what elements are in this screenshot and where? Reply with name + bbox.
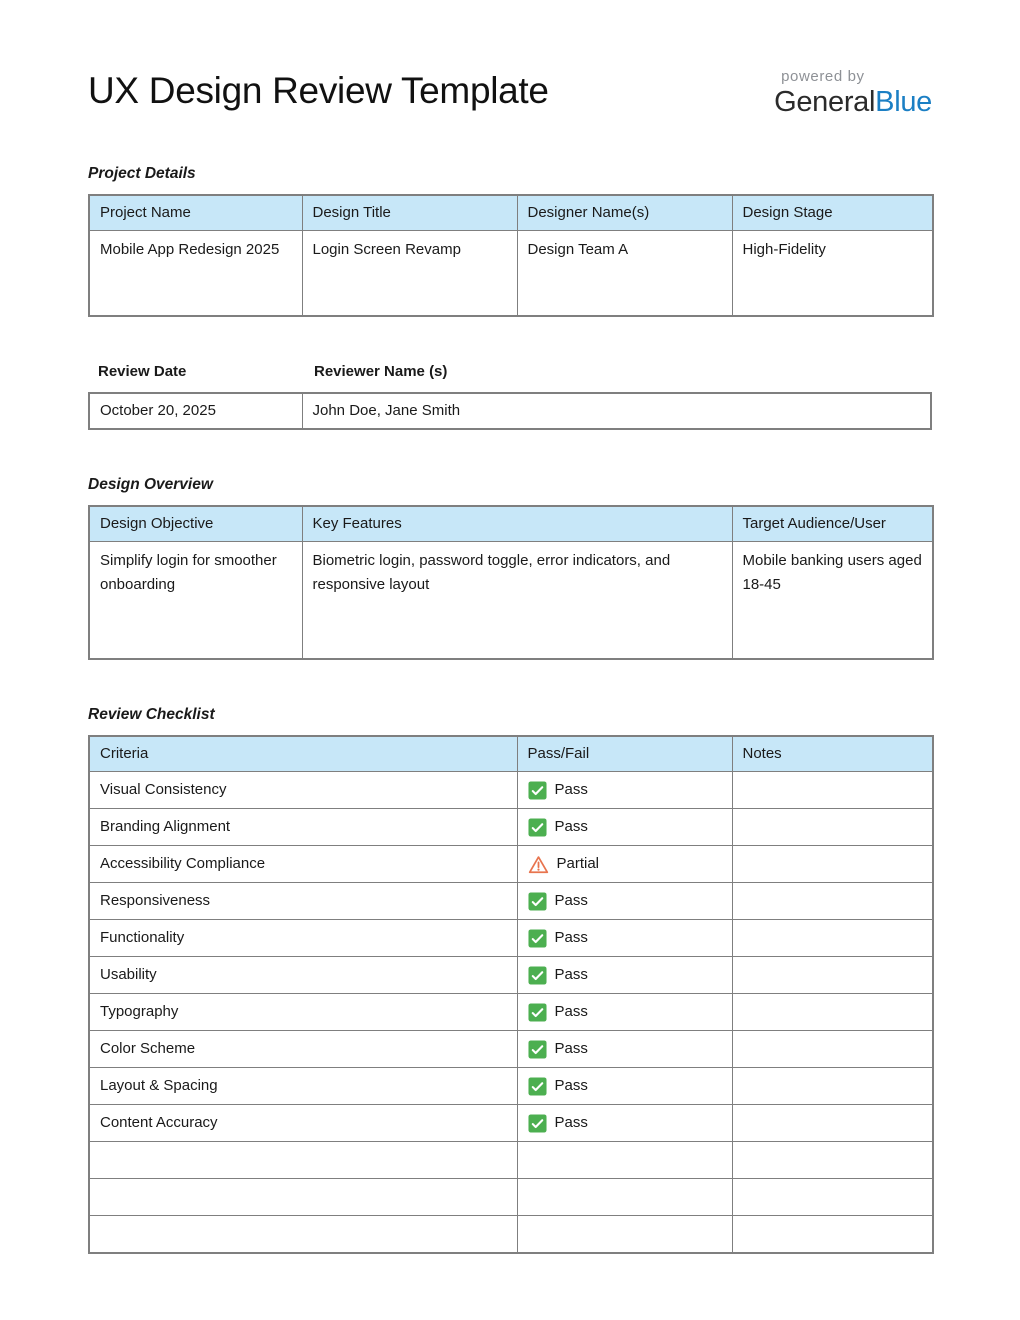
status-text: Pass [554, 818, 588, 836]
cell-notes [732, 957, 933, 994]
status-text: Pass [554, 1077, 588, 1095]
checklist-row [89, 883, 933, 920]
section-design-overview [88, 476, 932, 661]
col-header-design-title: Design Title [302, 195, 517, 231]
cell-designer-names: Design Team A [517, 231, 732, 316]
checklist-row [89, 1031, 933, 1068]
cell-criteria: Branding Alignment [89, 809, 517, 846]
cell-design-stage: High-Fidelity [732, 231, 933, 316]
partial-warning-icon [528, 855, 549, 874]
pass-check-icon [528, 1114, 547, 1133]
pass-check-icon [528, 892, 547, 911]
col-header-target-audience: Target Audience/User [732, 506, 933, 542]
status-text: Pass [554, 966, 588, 984]
checklist-header-row [89, 736, 933, 772]
cell-design-title: Login Screen Revamp [302, 231, 517, 316]
cell-criteria-empty [89, 1142, 517, 1179]
cell-criteria: Color Scheme [89, 1031, 517, 1068]
cell-criteria: Layout & Spacing [89, 1068, 517, 1105]
status-cell [528, 1000, 722, 1024]
section-project-details [88, 165, 932, 317]
document-header [88, 58, 932, 119]
cell-notes [732, 809, 933, 846]
cell-notes [732, 1105, 933, 1142]
cell-criteria: Accessibility Compliance [89, 846, 517, 883]
review-info-labels [88, 363, 932, 380]
brand-general: General [774, 86, 876, 118]
status-cell [528, 1037, 722, 1061]
pass-check-icon [528, 929, 547, 948]
col-header-key-features: Key Features [302, 506, 732, 542]
checklist-empty-row [89, 1142, 933, 1179]
cell-notes [732, 920, 933, 957]
checklist-row [89, 920, 933, 957]
cell-key-features: Biometric login, password toggle, error indicators, and responsive layout [302, 541, 732, 659]
status-cell [528, 852, 722, 876]
section-review-checklist [88, 706, 932, 1254]
pass-check-icon [528, 818, 547, 837]
cell-criteria: Functionality [89, 920, 517, 957]
cell-status-empty [517, 1142, 732, 1179]
checklist-row [89, 1105, 933, 1142]
reviewer-name-label: Reviewer Name (s) [314, 362, 448, 380]
col-header-criteria: Criteria [89, 736, 517, 772]
cell-notes-empty [732, 1142, 933, 1179]
col-header-design-stage: Design Stage [732, 195, 933, 231]
review-checklist-table [88, 735, 934, 1254]
checklist-empty-row [89, 1179, 933, 1216]
pass-check-icon [528, 1077, 547, 1096]
status-cell [528, 815, 722, 839]
checklist-empty-row [89, 1216, 933, 1253]
cell-criteria: Usability [89, 957, 517, 994]
col-header-pass-fail: Pass/Fail [517, 736, 732, 772]
cell-notes [732, 1031, 933, 1068]
status-cell [528, 926, 722, 950]
cell-criteria: Responsiveness [89, 883, 517, 920]
brand-blue: Blue [875, 86, 932, 118]
status-text: Pass [554, 781, 588, 799]
status-text: Partial [556, 855, 600, 873]
cell-target-audience: Mobile banking users aged 18-45 [732, 541, 933, 659]
checklist-row [89, 846, 933, 883]
checklist-row [89, 957, 933, 994]
design-overview-table [88, 505, 934, 661]
cell-criteria-empty [89, 1216, 517, 1253]
status-cell [528, 1111, 722, 1135]
cell-design-objective: Simplify login for smoother onboarding [89, 541, 302, 659]
section-title-design-overview: Design Overview [88, 475, 213, 493]
design-overview-header-row [89, 506, 933, 542]
col-header-notes: Notes [732, 736, 933, 772]
checklist-row [89, 1068, 933, 1105]
status-cell [528, 778, 722, 802]
col-header-project-name: Project Name [89, 195, 302, 231]
pass-check-icon [528, 1040, 547, 1059]
status-text: Pass [554, 892, 588, 910]
document-page [88, 0, 932, 1254]
review-date-label: Review Date [98, 362, 187, 380]
checklist-row [89, 809, 933, 846]
status-text: Pass [554, 1040, 588, 1058]
checklist-row [89, 772, 933, 809]
status-text: Pass [554, 1114, 588, 1132]
cell-status-empty [517, 1216, 732, 1253]
project-details-header-row [89, 195, 933, 231]
project-details-data-row [89, 231, 933, 316]
status-cell [528, 1074, 722, 1098]
cell-status-empty [517, 1179, 732, 1216]
cell-notes [732, 994, 933, 1031]
cell-review-date: October 20, 2025 [89, 393, 302, 429]
pass-check-icon [528, 781, 547, 800]
status-cell [528, 963, 722, 987]
cell-criteria: Visual Consistency [89, 772, 517, 809]
status-cell [528, 889, 722, 913]
cell-notes [732, 883, 933, 920]
section-review-info [88, 363, 932, 430]
powered-by-label: powered by [781, 68, 865, 85]
status-text: Pass [554, 1003, 588, 1021]
cell-criteria-empty [89, 1179, 517, 1216]
cell-notes-empty [732, 1179, 933, 1216]
cell-notes [732, 1068, 933, 1105]
brand-wordmark [774, 86, 932, 119]
checklist-row [89, 994, 933, 1031]
project-details-table [88, 194, 934, 317]
pass-check-icon [528, 1003, 547, 1022]
col-header-designer-names: Designer Name(s) [517, 195, 732, 231]
cell-criteria: Content Accuracy [89, 1105, 517, 1142]
cell-notes [732, 846, 933, 883]
section-title-project-details: Project Details [88, 165, 196, 183]
brand-logo [774, 68, 932, 119]
cell-project-name: Mobile App Redesign 2025 [89, 231, 302, 316]
pass-check-icon [528, 966, 547, 985]
cell-reviewer-names: John Doe, Jane Smith [302, 393, 931, 429]
review-info-data-row [89, 393, 931, 429]
status-text: Pass [554, 929, 588, 947]
cell-criteria: Typography [89, 994, 517, 1031]
review-info-table [88, 392, 932, 430]
cell-notes [732, 772, 933, 809]
cell-notes-empty [732, 1216, 933, 1253]
section-title-review-checklist: Review Checklist [88, 706, 215, 724]
page-title: UX Design Review Template [88, 70, 549, 111]
col-header-design-objective: Design Objective [89, 506, 302, 542]
design-overview-data-row [89, 541, 933, 659]
